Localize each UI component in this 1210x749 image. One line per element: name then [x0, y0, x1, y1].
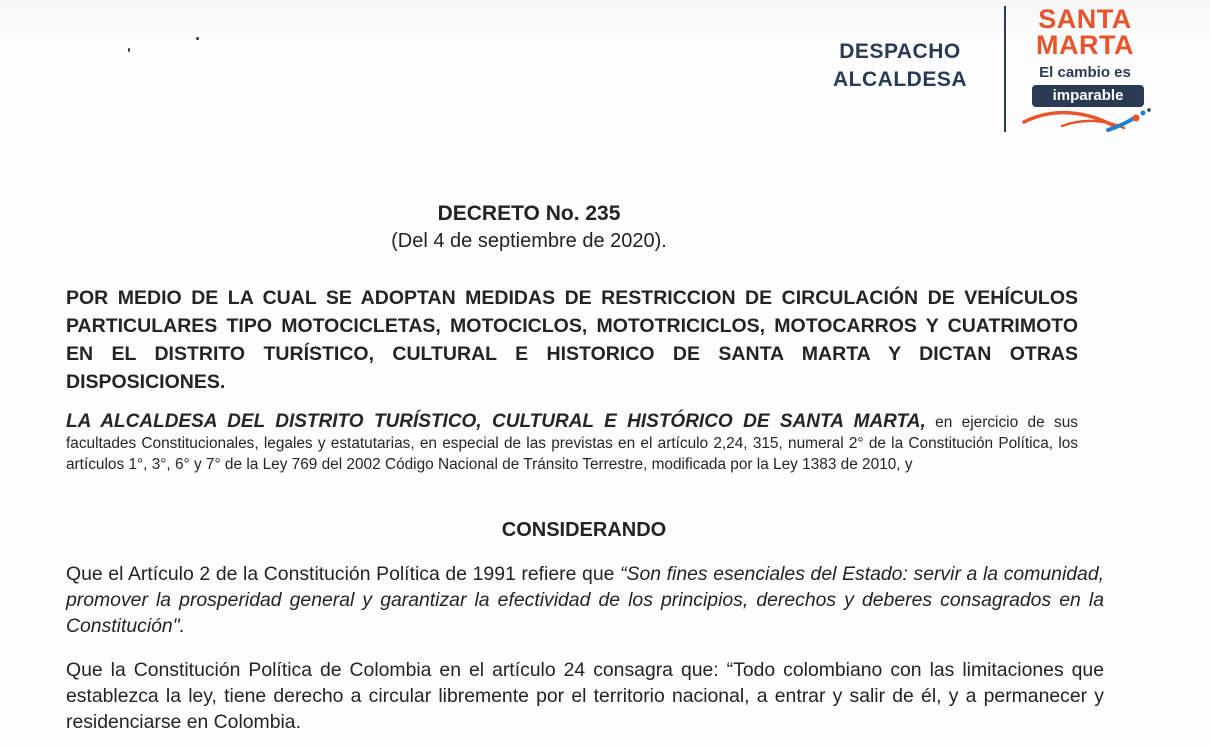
logo-slogan-line-2: imparable — [1032, 85, 1144, 107]
santa-marta-logo — [1022, 4, 1162, 138]
authority-heading: LA ALCALDESA DEL DISTRITO TURÍSTICO, CULTURAL E HISTÓRICO DE SANTA MARTA, — [66, 411, 926, 432]
paragraph-article-24: Que la Constitución Política de Colombia en el artículo 24 consagra que: “Todo colombiano con las limitaciones que establezca la ley, tiene derecho a circular libremente por el territorio nacional, a entrar y salir de él, y a permanecer y residenciarse en Colombia. — [66, 659, 1104, 733]
logo-wave-icon — [1022, 104, 1162, 138]
office-line-1: DESPACHO — [839, 40, 961, 63]
authority-text: en ejercicio de sus facultades Constitucionales, legales y estatutarias, en especial de las previstas en el artículo 2,24, 315, numeral 2° de la Constitución Política, los artículos 1°, 3°, 6° y 7° de la Ley 769 del 2002 Código Nacional de Tránsito Terrestre, modificada por la Ley 1383 de 2010, y — [66, 414, 1078, 473]
paragraph-1-quote: “Son fines esenciales del Estado: servir a la comunidad, promover la prosperidad general y garantizar la efectividad de los principios, derechos y deberes consagrados en la Constitución". — [66, 563, 1104, 637]
paragraph-article-2 — [66, 561, 1104, 639]
decree-date: (Del 4 de septiembre de 2020). — [391, 230, 667, 252]
scan-speck — [196, 37, 199, 40]
header-divider — [1004, 6, 1006, 132]
logo-slogan-line-1: El cambio es — [1039, 64, 1131, 81]
scan-speck — [128, 48, 130, 52]
office-heading — [800, 38, 1000, 94]
authority-paragraph — [66, 411, 1078, 475]
logo-city-line-2: MARTA — [1036, 30, 1134, 60]
considerando-heading: CONSIDERANDO — [501, 519, 667, 541]
decree-title: DECRETO No. 235 — [437, 202, 621, 225]
paragraph-1-intro: Que el Artículo 2 de la Constitución Política de 1991 refiere que — [66, 563, 621, 585]
decree-subject: POR MEDIO DE LA CUAL SE ADOPTAN MEDIDAS DE RESTRICCION DE CIRCULACIÓN DE VEHÍCULOS PARTICULARES TIPO MOTOCICLETAS, MOTOCICLOS, MOTOTRICICLOS, MOTOCARROS Y CUATRIMOTO EN EL DISTRITO TURÍSTICO, CULTURAL E HISTORICO DE SANTA MARTA Y DICTAN OTRAS DISPOSICIONES. — [66, 287, 1078, 393]
office-line-2: ALCALDESA — [833, 68, 967, 91]
logo-city-line-1: SANTA — [1038, 4, 1132, 34]
